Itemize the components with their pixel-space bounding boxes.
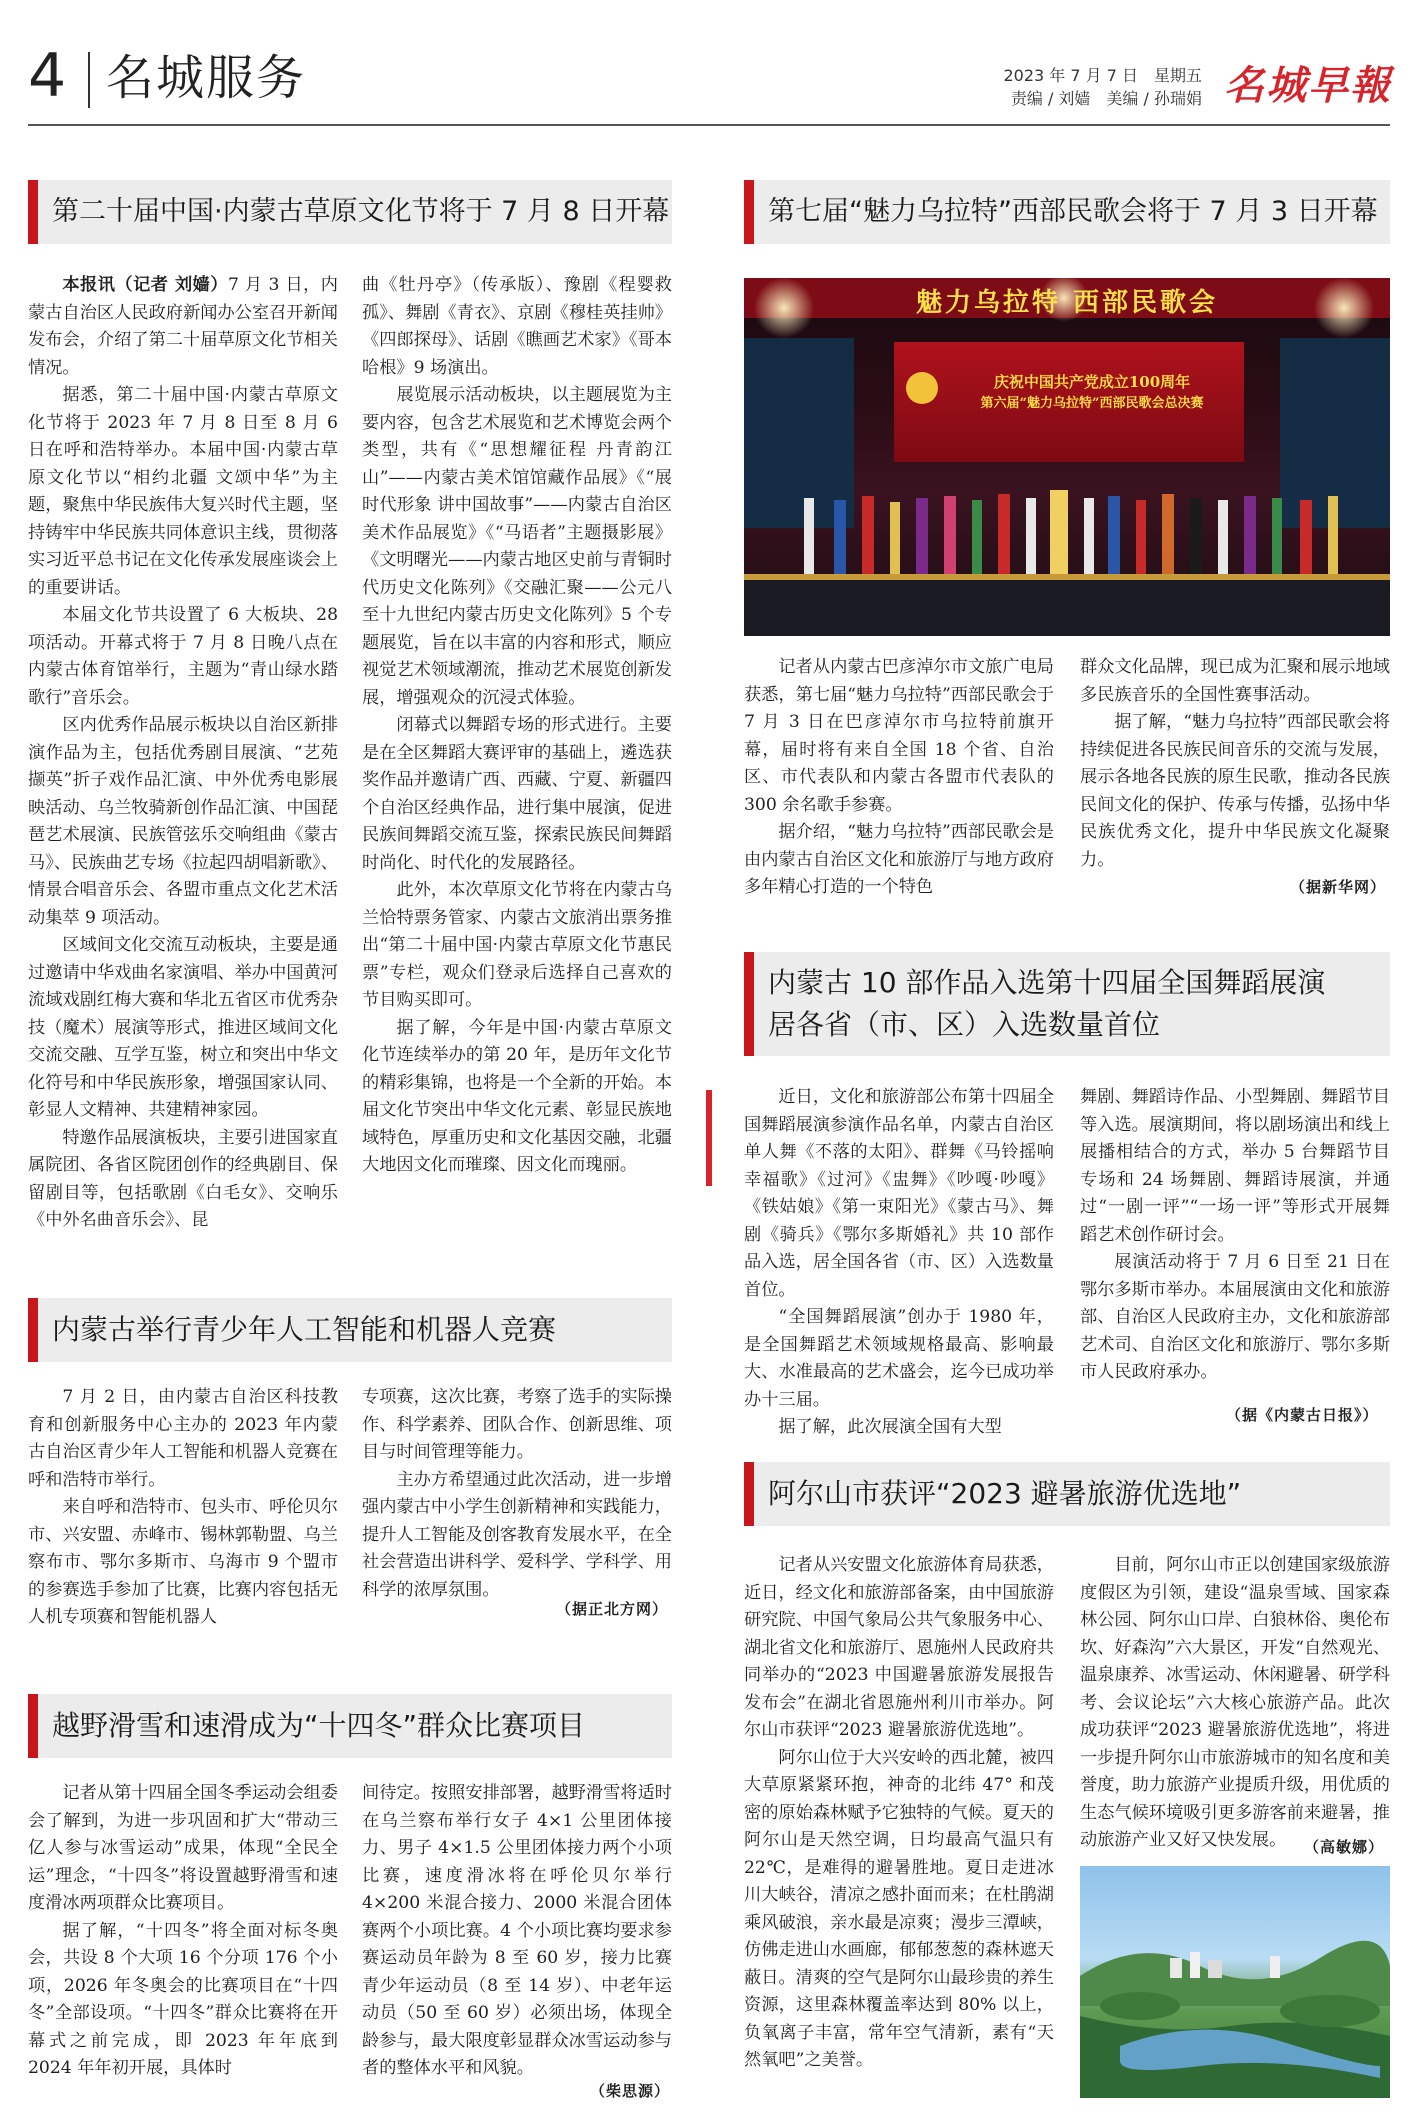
article-paragraph: 据了解，“魅力乌拉特”西部民歌会将持续促进各民族民间音乐的交流与发展，展示各地各民族的原生民歌，推动各民族民间文化的保护、传承与传播，弘扬中华民族优秀文化，提升中华民族文化凝聚力。: [1080, 712, 1390, 870]
article-source: （据正北方网）: [556, 1600, 669, 1618]
article-paragraph: 专项赛，这次比赛，考察了选手的实际操作、科学素养、团队合作、创新思维、项目与时间管理等能力。: [362, 1387, 672, 1462]
article-headline: [744, 952, 1390, 1056]
byline: 本报讯（记者 刘嫱）: [62, 275, 229, 295]
concert-stage-photo: [744, 278, 1390, 636]
article-paragraph: 本届文化节共设置了 6 大板块、28 项活动。开幕式将于 7 月 8 日晚八点在内蒙古体育馆举行，主题为“青山绿水踏歌行”音乐会。: [28, 605, 338, 708]
article-paragraph: 此外，本次草原文化节将在内蒙古乌兰恰特票务管家、内蒙古文旅消出票务推出“第二十届中国·内蒙古草原文化节惠民票”专栏，观众们登录后选择自己喜欢的节目购买即可。: [362, 880, 672, 1010]
article-headline: [28, 1694, 672, 1758]
article-title: 越野滑雪和速滑成为“十四冬”群众比赛项目: [52, 1709, 586, 1743]
article-paragraph: 曲《牡丹亭》（传承版）、豫剧《程婴救孤》、舞剧《青衣》、京剧《穆桂英挂帅》《四郎探母》、话剧《瞧画艺术家》《哥本哈根》9 场演出。: [362, 275, 672, 378]
article-source: （据《内蒙古日报》）: [1226, 1406, 1379, 1424]
article-headline: [28, 1298, 672, 1362]
article-paragraph: 间待定。按照安排部署，越野滑雪将适时在乌兰察布举行女子 4×1 公里团体接力、男子 4×1.5 公里团体接力两个小项比赛，速度滑冰将在呼伦贝尔举行 4×200 米混合接力、2000 米混合团体赛两个小项比赛。4 个小项比赛均要求参赛运动员年龄为 8 至 60 岁，接力比赛青少年运动员（8 至 14 岁）、中老年运动员（50 至 60 岁）必须出场，体现全龄参与，最大限度彰显群众冰雪运动参与者的整体水平和风貌。: [362, 1783, 672, 2078]
article-column: [362, 1780, 672, 2083]
newspaper-logo: 名城早報: [1224, 62, 1392, 109]
article-column: [1080, 1552, 1390, 1855]
article-paragraph: 记者从内蒙古巴彦淖尔市文旅广电局获悉，第七届“魅力乌拉特”西部民歌会于 7 月 3 日在巴彦淖尔市乌拉特前旗开幕，届时将有来自全国 18 个省、自治区、市代表队和内蒙古各盟市代表队的 300 余名歌手参赛。: [744, 657, 1054, 815]
article-paragraph: 区内优秀作品展示板块以自治区新排演作品为主，包括优秀剧目展演、“艺苑撷英”折子戏作品汇演、中外优秀电影展映活动、乌兰牧骑新创作品汇演、中国琵琶艺术展演、民族管弦乐交响组曲《蒙古马》、民族曲艺专场《拉起四胡唱新歌》、情景合唱音乐会、各盟市重点文化艺术活动集萃 9 项活动。: [28, 715, 338, 928]
article-headline: [744, 1462, 1390, 1526]
article-paragraph: 近日，文化和旅游部公布第十四届全国舞蹈展演参演作品名单，内蒙古自治区单人舞《不落的太阳》、群舞《马铃摇响幸福歌》《过河》《盅舞》《吵嘎·吵嘎》《铁姑娘》《第一束阳光》《蒙古马》、舞剧《骑兵》《鄂尔多斯婚礼》共 10 部作品入选，居全国各省（市、区）入选数量首位。: [744, 1087, 1054, 1300]
editors-credit: 责编 / 刘嫱 美编 / 孙瑞娟: [1010, 89, 1202, 109]
article-paragraph: 7 月 2 日，由内蒙古自治区科技教育和创新服务中心主办的 2023 年内蒙古自治区青少年人工智能和机器人竞赛在呼和浩特市举行。: [28, 1387, 338, 1490]
article-paragraph: 阿尔山位于大兴安岭的西北麓，被四大草原紧紧环抱，神奇的北纬 47° 和茂密的原始森林赋予它独特的气候。夏天的阿尔山是天然空调，日均最高气温只有 22℃，是难得的避暑胜地。夏日走进冰川大峡谷，清凉之感扑面而来；在杜鹃湖乘风破浪，亲水最是凉爽；漫步三潭峡，仿佛走进山水画廊，郁郁葱葱的森林遮天蔽日。清爽的空气是阿尔山最珍贵的养生资源，这里森林覆盖率达到 80% 以上，负氧离子丰富，常年空气清新，素有“天然氧吧”之美誉。: [744, 1747, 1054, 2070]
section-title: 名城服务: [106, 50, 307, 106]
article-column: [28, 272, 338, 1235]
article-title: 内蒙古举行青少年人工智能和机器人竞赛: [52, 1313, 557, 1347]
masthead-rule: [28, 124, 1390, 126]
article-paragraph: 展演活动将于 7 月 6 日至 21 日在鄂尔多斯市举办。本届展演由文化和旅游部、自治区人民政府主办，文化和旅游部艺术司、自治区文化和旅游厅、鄂尔多斯市人民政府承办。: [1080, 1252, 1390, 1382]
article-paragraph: 据悉，第二十届中国·内蒙古草原文化节将于 2023 年 7 月 8 日至 8 月 6 日在呼和浩特举办。本届中国·内蒙古草原文化节以“相约北疆 文颂中华”为主题，聚焦中华民族伟大复兴时代主题，坚持铸牢中华民族共同体意识主线，贯彻落实习近平总书记在文化传承发展座谈会上的重要讲话。: [28, 385, 338, 598]
article-headline: [744, 180, 1390, 244]
article-column: [362, 272, 672, 1180]
article-paragraph: 据了解，今年是中国·内蒙古草原文化节连续举办的第 20 年，是历年文化节的精彩集锦，也将是一个全新的开始。本届文化节突出中华文化元素、彰显民族地域特色，厚重历史和文化基因交融，北疆大地因文化而璀璨、因文化而瑰丽。: [362, 1017, 672, 1175]
article-column: [362, 1384, 672, 1604]
article-paragraph: 区域间文化交流互动板块，主要是通过邀请中华戏曲名家演唱、举办中国黄河流域戏剧红梅大赛和华北五省区市优秀杂技（魔术）展演等形式，推进区域间文化交流交融、互学互鉴，树立和突出中华文化符号和中华民族形象，增强国家认同、彰显人文精神、共建精神家园。: [28, 935, 338, 1120]
article-paragraph: 闭幕式以舞蹈专场的形式进行。主要是在全区舞蹈大赛评审的基础上，遴选获奖作品并邀请广西、西藏、宁夏、新疆四个自治区经典作品，进行集中展演，促进民族间舞蹈交流互鉴，探索民族民间舞蹈时尚化、时代化的发展路径。: [362, 715, 672, 873]
article-headline: [28, 180, 672, 244]
article-paragraph: 展览展示活动板块，以主题展览为主要内容，包含艺术展览和艺术博览会两个类型，共有《“思想耀征程 丹青韵江山”——内蒙古美术馆馆藏作品展》《“展时代形象 讲中国故事”——内蒙古自治区美术作品展览》《“马语者”主题摄影展》《文明曙光——内蒙古地区史前与青铜时代历史文化陈列》《交融汇聚——公元八至十九世纪内蒙古历史文化陈列》5 个专题展览，旨在以丰富的内容和形式，顺应视觉艺术领域潮流，推动艺术展览创新发展，增强观众的沉浸式体验。: [362, 385, 672, 708]
article-paragraph: 据了解，“十四冬”将全面对标冬奥会，共设 8 个大项 16 个分项 176 个小项，2026 年冬奥会的比赛项目在“十四冬”全部设项。“十四冬”群众比赛将在开幕式之前完成，即 2023 年年底到 2024 年年初开展，具体时: [28, 1920, 338, 2078]
article-paragraph: 本报讯（记者 刘嫱）7 月 3 日，内蒙古自治区人民政府新闻办公室召开新闻发布会，介绍了第二十届草原文化节相关情况。: [28, 275, 338, 378]
article-column: [28, 1384, 338, 1632]
arxan-landscape-photo: [1080, 1866, 1390, 2098]
article-column: [744, 1552, 1054, 2075]
article-source: （据新华网）: [1290, 878, 1387, 896]
article-paragraph: 特邀作品展演板块，主要引进国家直属院团、各省区院团创作的经典剧目、保留剧目等，包括歌剧《白毛女》、交响乐《中外名曲音乐会》、昆: [28, 1127, 338, 1230]
article-paragraph: 舞剧、舞蹈诗作品、小型舞剧、舞蹈节目等入选。展演期间，将以剧场演出和线上展播相结合的方式，举办 5 台舞蹈节目专场和 24 场舞剧、舞蹈诗展演，并通过“一剧一评”“一场一评”等形式开展舞蹈艺术创作研讨会。: [1080, 1087, 1390, 1245]
article-paragraph: 据介绍，“魅力乌拉特”西部民歌会是由内蒙古自治区文化和旅游厅与地方政府多年精心打造的一个特色: [744, 822, 1054, 897]
article-paragraph: 来自呼和浩特市、包头市、呼伦贝尔市、兴安盟、赤峰市、锡林郭勒盟、乌兰察布市、鄂尔多斯市、乌海市 9 个盟市的参赛选手参加了比赛，比赛内容包括无人机专项赛和智能机器人: [28, 1497, 338, 1627]
landscape-illustration: [1080, 1866, 1390, 2098]
article-source: （高敏娜）: [1304, 1838, 1385, 1856]
article-column: [28, 1780, 338, 2083]
stage-illustration: [744, 278, 1390, 636]
page-number: 4: [28, 41, 67, 111]
article-title: 内蒙古 10 部作品入选第十四届全国舞蹈展演 居各省（市、区）入选数量首位: [768, 966, 1326, 1041]
article-column: [744, 654, 1054, 902]
stage-screen-text: 庆祝中国共产党成立100周年 第六届“魅力乌拉特”西部民歌会总决赛: [980, 373, 1204, 411]
article-paragraph: 目前，阿尔山市正以创建国家级旅游度假区为引领，建设“温泉雪域、国家森林公园、阿尔山口岸、白狼林俗、奥伦布坎、好森沟”六大景区，开发“自然观光、温泉康养、冰雪运动、休闲避暑、研学科考、会议论坛”六大核心旅游产品。此次成功获评“2023 避暑旅游优选地”，将进一步提升阿尔山市旅游城市的知名度和美誉度，助力旅游产业提质升级，用优质的生态气候环境吸引更多游客前来避暑，推动旅游产业又好又快发展。: [1080, 1555, 1390, 1850]
red-margin-mark: [706, 1090, 712, 1186]
article-paragraph: “全国舞蹈展演”创办于 1980 年，是全国舞蹈艺术领域规格最高、影响最大、水准最高的艺术盛会，迄今已成功举办十三届。: [744, 1307, 1054, 1410]
photo-banner-text: 魅力乌拉特 西部民歌会: [915, 288, 1219, 318]
article-column: [1080, 1084, 1390, 1387]
article-column: [744, 1084, 1054, 1442]
header-separator: [88, 52, 90, 108]
article-column: [1080, 654, 1390, 874]
article-title: 第七届“魅力乌拉特”西部民歌会将于 7 月 3 日开幕: [768, 195, 1378, 227]
article-paragraph: 群众文化品牌，现已成为汇聚和展示地域多民族音乐的全国性赛事活动。: [1080, 657, 1390, 705]
article-source: （柴思源）: [590, 2082, 671, 2100]
issue-date: 2023 年 7 月 7 日 星期五: [1003, 66, 1202, 85]
article-paragraph: 据了解，此次展演全国有大型: [778, 1417, 1002, 1437]
article-paragraph: 记者从兴安盟文化旅游体育局获悉，近日，经文化和旅游部备案，由中国旅游研究院、中国气象局公共气象服务中心、湖北省文化和旅游厅、恩施州人民政府共同举办的“2023 中国避暑旅游发展报告发布会”在湖北省恩施州利川市举办。阿尔山市获评“2023 避暑旅游优选地”。: [744, 1555, 1054, 1740]
issue-info: [1003, 64, 1202, 110]
article-title: 第二十届中国·内蒙古草原文化节将于 7 月 8 日开幕: [52, 195, 670, 227]
article-title: 阿尔山市获评“2023 避暑旅游优选地”: [768, 1477, 1242, 1511]
performers-row: [804, 490, 1338, 574]
article-paragraph: 记者从第十四届全国冬季运动会组委会了解到，为进一步巩固和扩大“带动三亿人参与冰雪运动”成果，体现“全民全运”理念，“十四冬”将设置越野滑雪和速度滑冰两项群众比赛项目。: [28, 1783, 338, 1913]
article-paragraph: 主办方希望通过此次活动，进一步增强内蒙古中小学生创新精神和实践能力，提升人工智能及创客教育发展水平，在全社会营造出讲科学、爱科学、学科学、用科学的浓厚氛围。: [362, 1469, 672, 1600]
